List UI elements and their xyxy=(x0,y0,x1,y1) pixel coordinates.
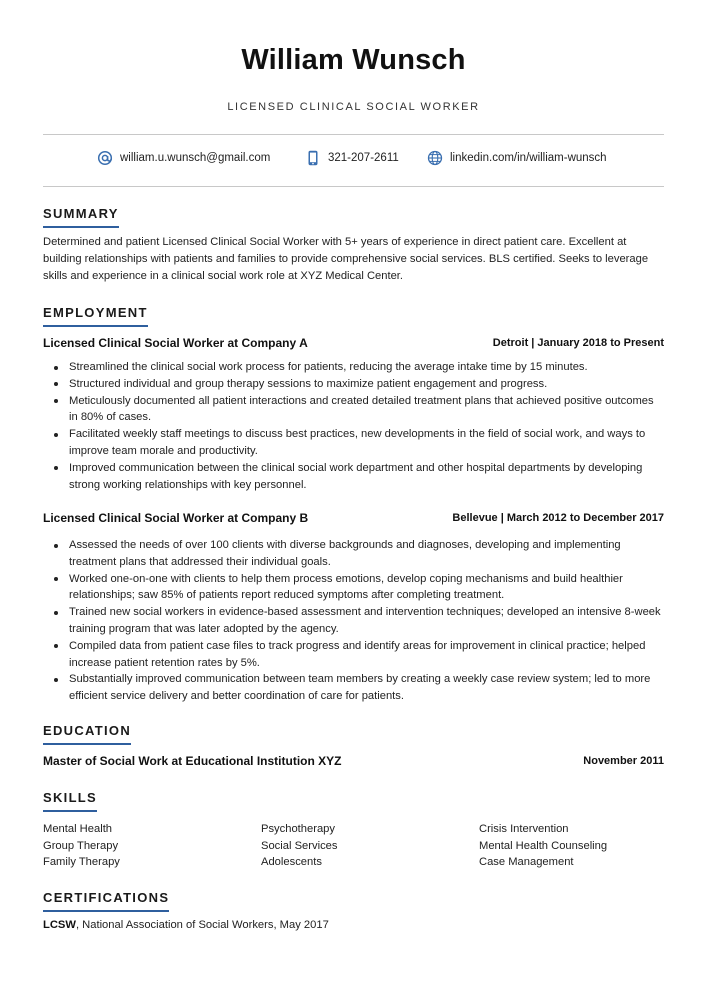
job-header xyxy=(43,511,664,527)
phone-text: 321-207-2611 xyxy=(328,152,399,164)
skill-item: Psychotherapy xyxy=(261,823,336,835)
contact-email[interactable] xyxy=(97,150,270,166)
job-bullets xyxy=(69,537,664,705)
certification-name: LCSW xyxy=(43,919,76,931)
skill-item: Mental Health xyxy=(43,823,113,835)
degree-date: November 2011 xyxy=(583,755,664,767)
job-bullets xyxy=(69,359,664,493)
job-location-date: Bellevue | March 2012 to December 2017 xyxy=(452,512,664,524)
list-item: Facilitated weekly staff meetings to discuss best practices, new developments in the field of social work, and ways to improve team morale and productivity. xyxy=(69,426,664,460)
contact-linkedin[interactable] xyxy=(427,150,607,166)
summary-heading: SUMMARY xyxy=(43,206,119,228)
contact-phone[interactable] xyxy=(305,150,399,166)
employment-heading: EMPLOYMENT xyxy=(43,305,148,327)
at-icon xyxy=(97,150,113,166)
list-item: Assessed the needs of over 100 clients with diverse backgrounds and diagnoses, developing and implementing treatment plans that addressed their individual goals. xyxy=(69,537,664,571)
header-divider-top xyxy=(43,134,664,135)
skill-item: Family Therapy xyxy=(43,856,120,869)
job-header xyxy=(43,336,664,352)
education-heading: EDUCATION xyxy=(43,723,131,745)
skill-item: Case Management xyxy=(479,856,574,869)
job-title: Licensed Clinical Social Worker at Company A xyxy=(43,336,308,350)
job-location-date: Detroit | January 2018 to Present xyxy=(492,337,664,349)
list-item: Improved communication between the clinical social work department and other hospital departments by developing strong working relationships with key personnel. xyxy=(69,460,664,494)
candidate-title: LICENSED CLINICAL SOCIAL WORKER xyxy=(227,101,480,113)
list-item: Worked one-on-one with clients to help them process emotions, develop coping mechanisms and build healthier relationships; saw 85% of patients report reduced symptoms after completing treatment. xyxy=(69,571,664,605)
list-item: Structured individual and group therapy sessions to maximize patient engagement and progress. xyxy=(69,376,664,393)
header-divider-bottom xyxy=(43,186,664,187)
list-item: Compiled data from patient case files to track progress and identify areas for improvement in clinical practice; helped increase patient retention rates by 5%. xyxy=(69,638,664,672)
email-text: william.u.wunsch@gmail.com xyxy=(120,152,271,164)
education-entry xyxy=(43,754,664,770)
linkedin-text: linkedin.com/in/william-wunsch xyxy=(450,152,607,164)
skill-item: Adolescents xyxy=(261,856,322,869)
list-item: Streamlined the clinical social work process for patients, reducing the average intake time by 15 minutes. xyxy=(69,359,664,376)
globe-icon xyxy=(427,150,443,166)
list-item: Meticulously documented all patient interactions and created detailed treatment plans that achieved positive outcomes in 80% of cases. xyxy=(69,393,664,427)
certification-detail: , National Association of Social Workers, May 2017 xyxy=(75,919,329,931)
certifications-heading: CERTIFICATIONS xyxy=(43,890,169,912)
degree-title: Master of Social Work at Educational Institution XYZ xyxy=(43,754,342,768)
skills-heading: SKILLS xyxy=(43,790,97,812)
skill-item: Crisis Intervention xyxy=(479,823,569,835)
candidate-name: William Wunsch xyxy=(241,44,466,76)
skill-item: Group Therapy xyxy=(43,839,119,852)
phone-icon xyxy=(305,150,321,166)
job-title: Licensed Clinical Social Worker at Company B xyxy=(43,511,309,525)
summary-text: Determined and patient Licensed Clinical Social Worker with 5+ years of experience in direct patient care. Excellent at building relationships with patients and families to provide comprehensive social services. BLS certified. Seeks to leverage skills and experience in a clinical social work role at XYZ Medical Center. xyxy=(43,236,649,283)
list-item: Trained new social workers in evidence-based assessment and intervention techniques; developed an intensive 8-week training program that was later adopted by the agency. xyxy=(69,604,664,638)
skill-item: Social Services xyxy=(261,839,338,852)
list-item: Substantially improved communication between team members by creating a weekly case review system; led to more efficient service delivery and better coordination of care for patients. xyxy=(69,671,664,705)
certification-entry xyxy=(43,919,329,931)
skill-item: Mental Health Counseling xyxy=(479,839,608,852)
